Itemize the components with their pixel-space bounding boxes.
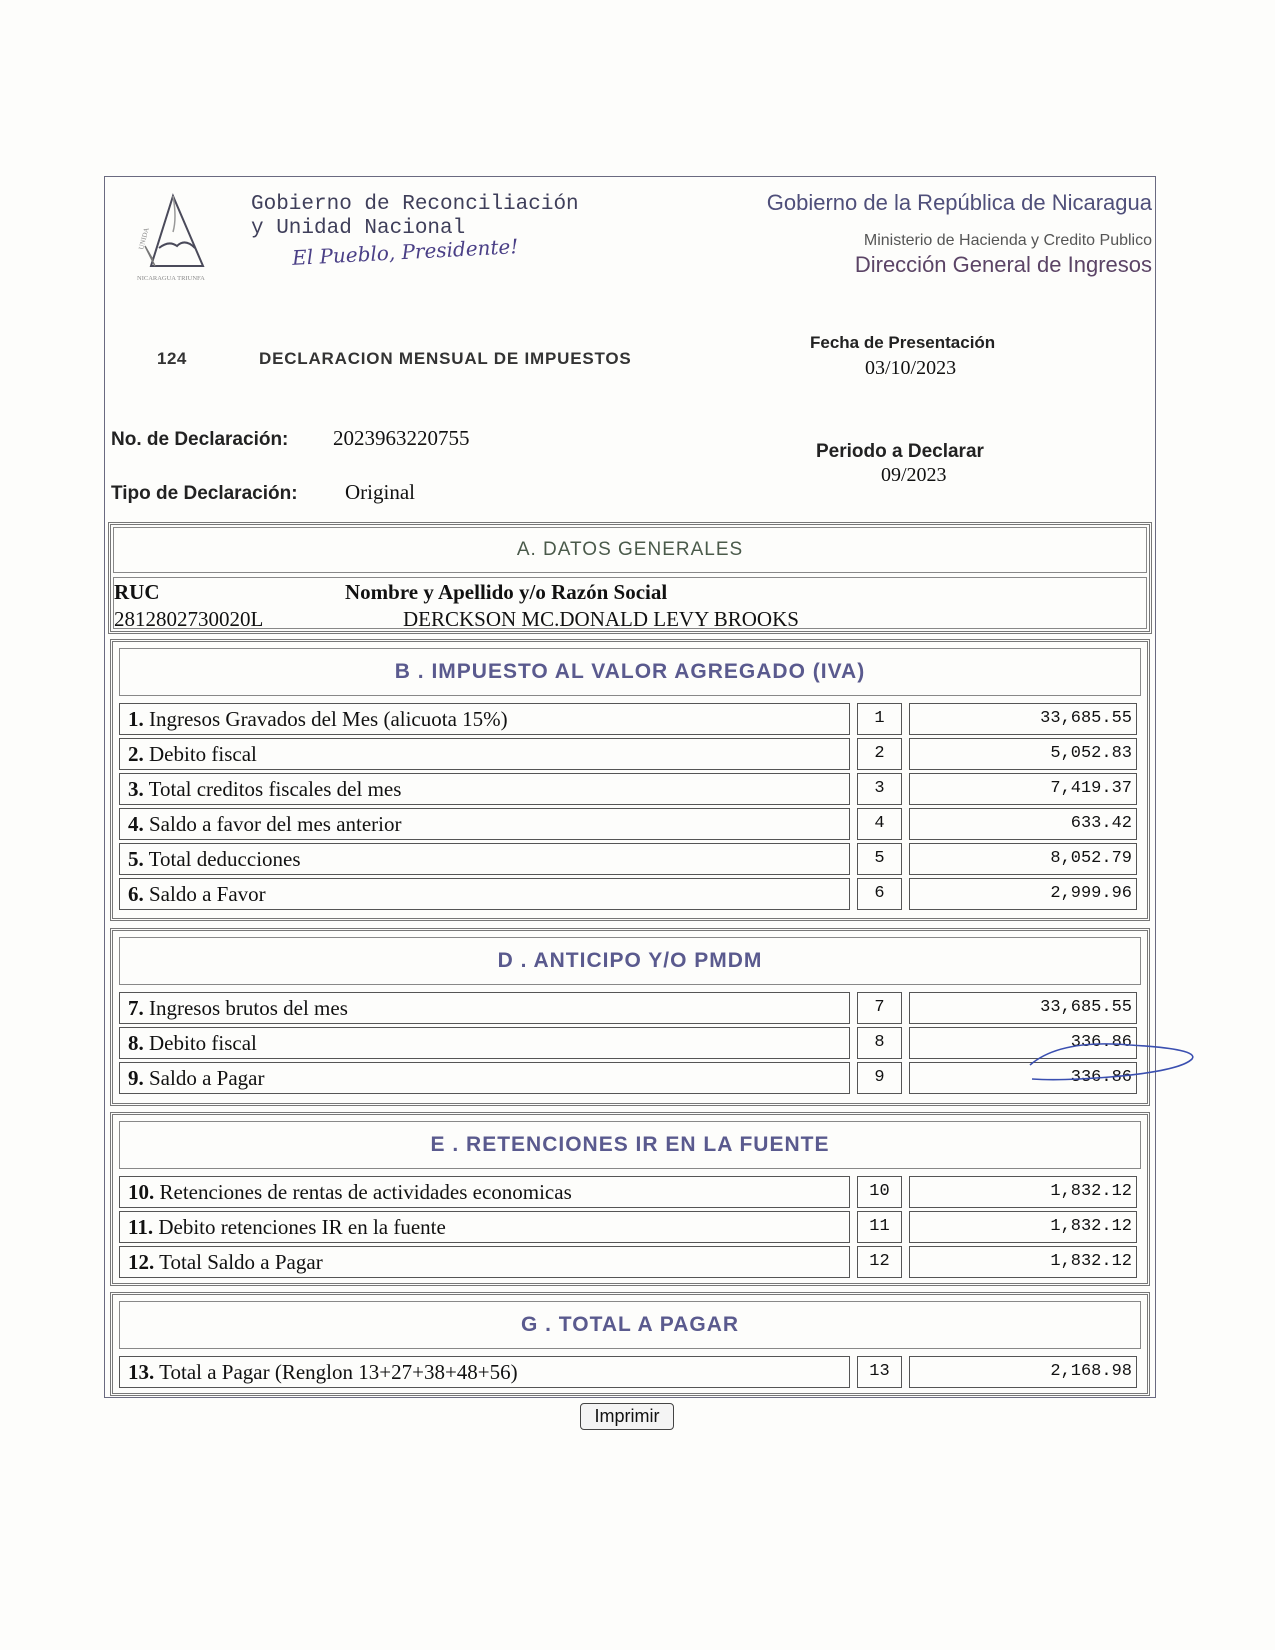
ruc-label: RUC xyxy=(114,580,160,604)
slogan: El Pueblo, Presidente! xyxy=(291,234,519,270)
form-title: DECLARACION MENSUAL DE IMPUESTOS xyxy=(259,349,632,368)
section-g-title: G . TOTAL A PAGAR xyxy=(119,1301,1141,1349)
row-value: 5,052.83 xyxy=(909,738,1137,770)
row-code: 5 xyxy=(857,843,902,875)
row-code: 11 xyxy=(857,1211,902,1243)
left-title-line2: y Unidad Nacional xyxy=(251,217,466,240)
row-code: 1 xyxy=(857,703,902,735)
row-code: 4 xyxy=(857,808,902,840)
row-value: 33,685.55 xyxy=(909,992,1137,1024)
row-code: 7 xyxy=(857,992,902,1024)
republic-title: Gobierno de la República de Nicaragua xyxy=(766,190,1152,215)
row-description: 12. Total Saldo a Pagar xyxy=(119,1246,850,1278)
logo-text-bottom: NICARAGUA TRIUNFA xyxy=(137,275,205,282)
row-value: 2,999.96 xyxy=(909,878,1137,910)
print-button[interactable]: Imprimir xyxy=(580,1403,674,1430)
logo-text-unida: UNIDA xyxy=(137,226,151,251)
section-d-title: D . ANTICIPO Y/O PMDM xyxy=(119,937,1141,985)
tipo-label: Tipo de Declaración: xyxy=(111,483,298,504)
row-value: 7,419.37 xyxy=(909,773,1137,805)
nombre-label: Nombre y Apellido y/o Razón Social xyxy=(345,580,668,604)
row-value: 336.86 xyxy=(909,1027,1137,1059)
row-value: 8,052.79 xyxy=(909,843,1137,875)
section-e xyxy=(110,1112,1150,1286)
row-code: 6 xyxy=(857,878,902,910)
row-description: 1. Ingresos Gravados del Mes (alicuota 15%) xyxy=(119,703,850,735)
row-description: 5. Total deducciones xyxy=(119,843,850,875)
government-logo xyxy=(133,188,229,288)
ministry-name: Ministerio de Hacienda y Credito Publico xyxy=(863,232,1152,249)
row-code: 13 xyxy=(857,1356,902,1388)
row-value: 633.42 xyxy=(909,808,1137,840)
section-e-title: E . RETENCIONES IR EN LA FUENTE xyxy=(119,1121,1141,1169)
row-description: 9. Saldo a Pagar xyxy=(119,1062,850,1094)
periodo-label: Periodo a Declarar xyxy=(816,441,984,462)
section-b-title: B . IMPUESTO AL VALOR AGREGADO (IVA) xyxy=(119,648,1141,696)
left-title-line1: Gobierno de Reconciliación xyxy=(251,193,579,216)
periodo-value: 09/2023 xyxy=(881,464,947,486)
row-description: 4. Saldo a favor del mes anterior xyxy=(119,808,850,840)
tipo-value: Original xyxy=(345,480,415,504)
row-code: 3 xyxy=(857,773,902,805)
section-g xyxy=(110,1292,1150,1396)
nombre-value: DERCKSON MC.DONALD LEVY BROOKS xyxy=(403,607,799,631)
row-value: 336.86 xyxy=(909,1062,1137,1094)
row-value: 2,168.98 xyxy=(909,1356,1137,1388)
pen-mark-annotation xyxy=(1020,1035,1210,1095)
declaracion-value: 2023963220755 xyxy=(333,426,470,450)
fecha-value: 03/10/2023 xyxy=(865,357,957,379)
section-b xyxy=(110,639,1150,921)
row-value: 1,832.12 xyxy=(909,1246,1137,1278)
section-a-title: A. DATOS GENERALES xyxy=(113,527,1147,573)
row-code: 2 xyxy=(857,738,902,770)
dgi-name: Dirección General de Ingresos xyxy=(854,252,1152,277)
left-title xyxy=(251,193,579,241)
row-description: 3. Total creditos fiscales del mes xyxy=(119,773,850,805)
form-number: 124 xyxy=(157,349,187,368)
row-description: 8. Debito fiscal xyxy=(119,1027,850,1059)
declaracion-label: No. de Declaración: xyxy=(111,429,289,450)
row-description: 13. Total a Pagar (Renglon 13+27+38+48+56) xyxy=(119,1356,850,1388)
row-code: 12 xyxy=(857,1246,902,1278)
row-description: 6. Saldo a Favor xyxy=(119,878,850,910)
section-d xyxy=(110,928,1150,1106)
row-description: 11. Debito retenciones IR en la fuente xyxy=(119,1211,850,1243)
row-code: 10 xyxy=(857,1176,902,1208)
row-description: 2. Debito fiscal xyxy=(119,738,850,770)
fecha-label: Fecha de Presentación xyxy=(810,333,996,352)
row-description: 10. Retenciones de rentas de actividades economicas xyxy=(119,1176,850,1208)
row-value: 1,832.12 xyxy=(909,1176,1137,1208)
ruc-value: 2812802730020L xyxy=(114,607,264,631)
row-value: 33,685.55 xyxy=(909,703,1137,735)
row-description: 7. Ingresos brutos del mes xyxy=(119,992,850,1024)
row-code: 8 xyxy=(857,1027,902,1059)
row-code: 9 xyxy=(857,1062,902,1094)
row-value: 1,832.12 xyxy=(909,1211,1137,1243)
